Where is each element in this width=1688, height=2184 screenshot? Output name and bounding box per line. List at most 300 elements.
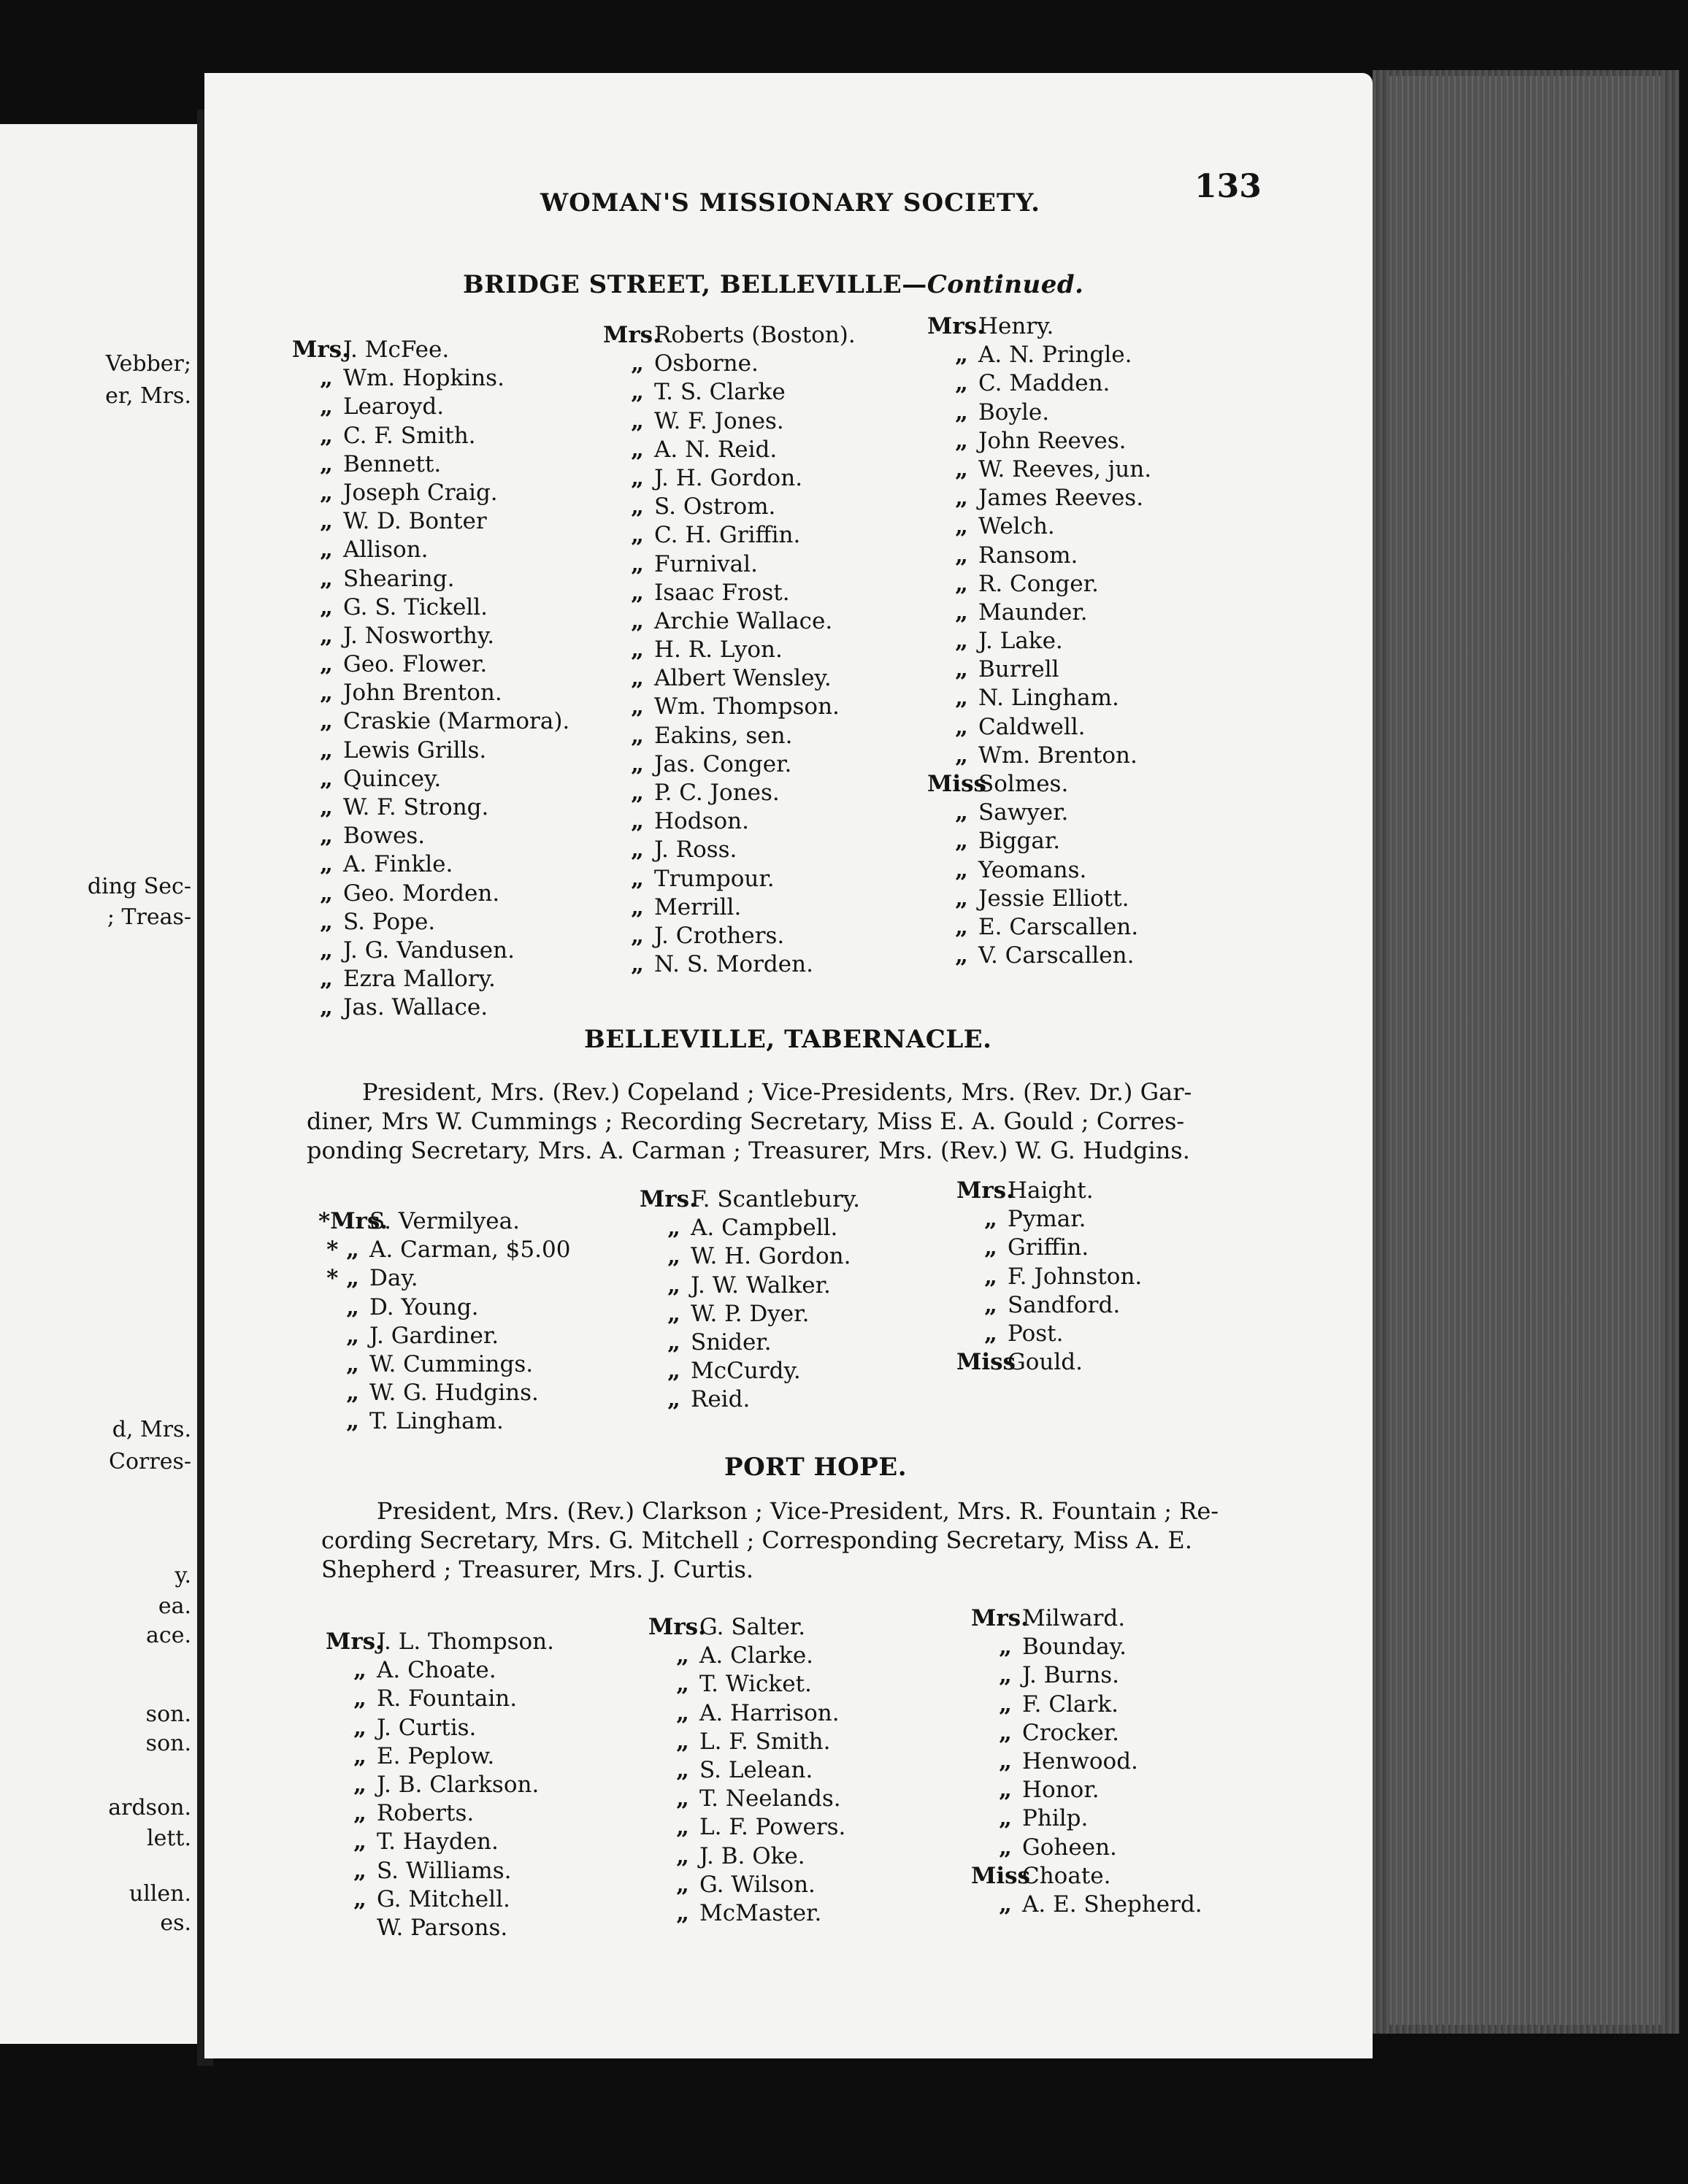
member-entry: [603, 321, 856, 350]
honorific-mark: * „: [326, 1265, 359, 1292]
member-entry: [927, 799, 1151, 827]
member-entry: [603, 807, 856, 836]
left-page-fragment: d, Mrs.: [112, 1417, 191, 1442]
member-name: Isaac Frost.: [654, 579, 790, 606]
member-name: Choate.: [1022, 1862, 1111, 1889]
member-entry: [292, 880, 569, 908]
honorific-mark: „: [631, 750, 644, 777]
left-page-fragment: ; Treas-: [107, 904, 191, 930]
member-name: Maunder.: [978, 599, 1088, 626]
member-name: McCurdy.: [691, 1358, 801, 1385]
honorific-mark: „: [320, 966, 333, 993]
member-name: J. W. Walker.: [691, 1272, 831, 1299]
member-entry: [971, 1604, 1202, 1633]
honorific-mark: „: [346, 1408, 359, 1435]
member-entry: [603, 350, 856, 378]
honorific-mark: „: [320, 908, 333, 935]
left-page-fragment: lett.: [147, 1826, 191, 1851]
left-page-fragment: son.: [145, 1731, 191, 1756]
member-entry: [956, 1263, 1142, 1291]
member-name: Ransom.: [978, 542, 1078, 569]
member-entry: [648, 1842, 845, 1871]
member-entry: [603, 893, 856, 922]
member-entry: [603, 922, 856, 950]
honorific-mark: „: [955, 399, 968, 426]
honorific-mark: „: [955, 513, 968, 540]
member-entry: [927, 827, 1151, 855]
member-entry: [292, 793, 569, 822]
honorific-mark: „: [955, 342, 968, 369]
member-entry: [318, 1322, 570, 1350]
member-entry: [648, 1699, 845, 1728]
left-page-fragment: y.: [174, 1563, 191, 1588]
honorific-mark: „: [320, 794, 333, 820]
member-entry: [971, 1804, 1202, 1833]
member-entry: [927, 627, 1151, 655]
member-name: G. Salter.: [699, 1614, 806, 1640]
member-entry: [292, 937, 569, 965]
member-entry: [326, 1828, 554, 1856]
member-entry: [603, 464, 856, 493]
member-name: S. Williams.: [377, 1857, 512, 1884]
honorific-mark: „: [999, 1747, 1012, 1774]
member-name: T. Hayden.: [377, 1829, 499, 1856]
member-name: Milward.: [1022, 1605, 1126, 1631]
member-name: Caldwell.: [978, 713, 1086, 740]
member-entry: [927, 913, 1151, 942]
member-entry: [927, 484, 1151, 512]
member-name: S. Pope.: [343, 908, 436, 935]
member-entry: [927, 399, 1151, 427]
member-name: W. D. Bonter: [343, 508, 487, 535]
member-entry: [927, 713, 1151, 742]
member-name: C. H. Griffin.: [654, 522, 801, 549]
honorific-mark: „: [955, 485, 968, 512]
honorific-mark: „: [955, 799, 968, 826]
member-entry: [292, 507, 569, 536]
member-entry: [318, 1207, 570, 1236]
member-entry: [292, 679, 569, 707]
honorific-mark: „: [667, 1386, 680, 1413]
member-name: W. F. Jones.: [654, 407, 784, 434]
honorific-mark: Miss: [971, 1862, 1030, 1889]
member-name: J. Nosworthy.: [343, 622, 495, 649]
member-name: McMaster.: [699, 1899, 822, 1926]
honorific-mark: „: [353, 1800, 367, 1827]
member-entry: [603, 436, 856, 464]
honorific-mark: „: [667, 1300, 680, 1327]
member-entry: [927, 742, 1151, 770]
member-name: A. N. Reid.: [654, 436, 778, 463]
honorific-mark: „: [984, 1291, 997, 1318]
honorific-mark: „: [676, 1785, 689, 1812]
member-name: Craskie (Marmora).: [343, 708, 570, 735]
honorific-mark: „: [320, 565, 333, 592]
honorific-mark: „: [631, 693, 644, 720]
member-name: J. H. Gordon.: [654, 464, 803, 491]
member-entry: [603, 407, 856, 436]
member-name: Merrill.: [654, 893, 742, 920]
port-hope-column-3: [971, 1604, 1202, 1919]
member-entry: [603, 636, 856, 664]
member-entry: [326, 1714, 554, 1742]
tabernacle-column-2: [640, 1185, 860, 1415]
honorific-mark: „: [676, 1642, 689, 1669]
member-entry: [640, 1272, 860, 1300]
member-name: James Reeves.: [978, 485, 1144, 512]
member-entry: [956, 1291, 1142, 1320]
member-name: Bounday.: [1022, 1634, 1127, 1661]
honorific-mark: „: [320, 508, 333, 535]
honorific-mark: „: [631, 665, 644, 692]
honorific-mark: *Mrs.: [318, 1208, 388, 1234]
honorific-mark: „: [631, 493, 644, 520]
member-name: V. Carscallen.: [978, 942, 1135, 969]
member-entry: [326, 1885, 554, 1914]
member-name: Solmes.: [978, 771, 1069, 797]
member-name: Eakins, sen.: [654, 722, 793, 749]
section-title-bridge-street: [463, 270, 1084, 299]
member-name: Albert Wensley.: [654, 665, 832, 692]
member-name: Geo. Morden.: [343, 880, 500, 907]
member-name: E. Peplow.: [377, 1742, 495, 1769]
honorific-mark: „: [955, 913, 968, 940]
honorific-mark: „: [984, 1206, 997, 1233]
honorific-mark: „: [353, 1714, 367, 1741]
member-name: C. F. Smith.: [343, 422, 476, 449]
member-name: Boyle.: [978, 399, 1050, 426]
honorific-mark: „: [955, 885, 968, 912]
honorific-mark: „: [320, 393, 333, 420]
member-name: W. P. Dyer.: [691, 1300, 810, 1327]
member-entry: [326, 1857, 554, 1885]
member-entry: [640, 1329, 860, 1357]
member-name: Bowes.: [343, 823, 426, 850]
member-entry: [292, 593, 569, 622]
member-name: Welch.: [978, 513, 1055, 540]
member-entry: [292, 765, 569, 793]
member-entry: [292, 565, 569, 593]
tabernacle-column-1: [318, 1207, 570, 1437]
honorific-mark: „: [320, 593, 333, 620]
member-name: Lewis Grills.: [343, 737, 487, 764]
member-entry: [603, 836, 856, 864]
port-hope-column-1: [326, 1628, 554, 1942]
member-entry: [927, 856, 1151, 885]
left-page-fragment: ace.: [146, 1623, 191, 1648]
member-name: G. S. Tickell.: [343, 593, 488, 620]
member-entry: [648, 1871, 845, 1899]
member-name: W. G. Hudgins.: [369, 1380, 539, 1407]
honorific-mark: * „: [326, 1237, 359, 1264]
member-entry: [648, 1899, 845, 1928]
member-entry: [292, 908, 569, 937]
member-name: T. S. Clarke: [654, 379, 786, 406]
honorific-mark: „: [667, 1215, 680, 1242]
member-name: John Brenton.: [343, 680, 502, 707]
member-name: Hodson.: [654, 808, 749, 835]
honorific-mark: Mrs.: [971, 1605, 1029, 1631]
member-name: Jas. Conger.: [654, 750, 792, 777]
member-name: Roberts.: [377, 1800, 475, 1827]
member-name: A. E. Shepherd.: [1022, 1891, 1202, 1918]
honorific-mark: „: [320, 765, 333, 792]
member-name: Honor.: [1022, 1777, 1100, 1804]
member-entry: [927, 570, 1151, 599]
member-name: J. L. Thompson.: [377, 1629, 554, 1655]
member-entry: [927, 542, 1151, 570]
member-name: Allison.: [343, 537, 429, 564]
honorific-mark: „: [676, 1756, 689, 1783]
member-entry: [318, 1350, 570, 1379]
continued-label: Continued.: [927, 270, 1084, 299]
honorific-mark: Mrs.: [956, 1177, 1014, 1204]
member-entry: [292, 822, 569, 850]
member-name: H. R. Lyon.: [654, 637, 783, 664]
member-name: T. Neelands.: [699, 1785, 841, 1812]
member-entry: [292, 707, 569, 736]
member-entry: [326, 1799, 554, 1828]
member-name: F. Johnston.: [1008, 1263, 1143, 1290]
honorific-mark: „: [999, 1891, 1012, 1918]
member-name: Snider.: [691, 1329, 772, 1356]
honorific-mark: „: [353, 1742, 367, 1769]
member-name: J. McFee.: [343, 337, 450, 363]
member-name: Yeomans.: [978, 856, 1087, 883]
member-entry: [326, 1742, 554, 1771]
member-name: A. Carman, $5.00: [369, 1237, 571, 1264]
left-page-fragment: Vebber;: [105, 351, 191, 377]
member-name: Furnival.: [654, 550, 758, 577]
member-entry: [640, 1214, 860, 1242]
member-entry: [956, 1205, 1142, 1234]
member-name: W. Reeves, jun.: [978, 455, 1152, 482]
member-name: F. Clark.: [1022, 1691, 1119, 1718]
honorific-mark: „: [631, 550, 644, 577]
honorific-mark: „: [320, 365, 333, 392]
member-name: Sawyer.: [978, 799, 1069, 826]
honorific-mark: „: [631, 808, 644, 835]
honorific-mark: „: [320, 450, 333, 477]
member-entry: [603, 750, 856, 779]
honorific-mark: „: [320, 994, 333, 1021]
bridge-street-column-2: [603, 321, 856, 979]
member-entry: [326, 1685, 554, 1713]
section-title-port-hope: PORT HOPE.: [724, 1453, 908, 1482]
member-name: Archie Wallace.: [654, 607, 833, 634]
honorific-mark: „: [353, 1685, 367, 1712]
member-entry: [326, 1656, 554, 1685]
member-name: J. Ross.: [654, 837, 737, 864]
member-name: Pymar.: [1008, 1206, 1086, 1233]
member-name: S. Lelean.: [699, 1756, 813, 1783]
member-entry: [648, 1670, 845, 1699]
honorific-mark: „: [631, 350, 644, 377]
honorific-mark: „: [667, 1243, 680, 1270]
honorific-mark: Mrs.: [603, 322, 661, 348]
honorific-mark: „: [676, 1842, 689, 1869]
member-name: J. Burns.: [1022, 1662, 1120, 1689]
left-page-fragment: ea.: [158, 1593, 191, 1619]
member-name: S. Vermilyea.: [369, 1208, 520, 1234]
member-name: R. Conger.: [978, 570, 1099, 597]
member-name: A. N. Pringle.: [978, 342, 1132, 369]
honorific-mark: „: [667, 1272, 680, 1299]
member-entry: [927, 512, 1151, 541]
port-hope-column-2: [648, 1613, 845, 1928]
honorific-mark: „: [631, 837, 644, 864]
member-entry: [927, 770, 1151, 799]
member-entry: [971, 1691, 1202, 1719]
honorific-mark: „: [667, 1358, 680, 1385]
member-name: C. Madden.: [978, 370, 1110, 397]
left-page-fragment: son.: [145, 1702, 191, 1727]
honorific-mark: „: [346, 1322, 359, 1349]
member-entry: [971, 1747, 1202, 1776]
member-entry: [326, 1628, 554, 1656]
honorific-mark: „: [631, 464, 644, 491]
honorific-mark: „: [676, 1871, 689, 1898]
honorific-mark: „: [320, 737, 333, 764]
member-entry: [648, 1813, 845, 1842]
honorific-mark: „: [631, 637, 644, 664]
member-entry: [603, 521, 856, 550]
member-name: Henwood.: [1022, 1747, 1138, 1774]
honorific-mark: „: [346, 1293, 359, 1320]
officers-line: President, Mrs. (Rev.) Copeland ; Vice-Presidents, Mrs. (Rev. Dr.) Gar-: [362, 1078, 1192, 1106]
honorific-mark: „: [955, 628, 968, 655]
section-title-text: BRIDGE STREET, BELLEVILLE—: [463, 270, 927, 299]
member-name: Wm. Brenton.: [978, 742, 1138, 769]
member-entry: [292, 622, 569, 650]
member-entry: [292, 336, 569, 364]
honorific-mark: Mrs.: [927, 313, 985, 339]
member-entry: [318, 1379, 570, 1407]
left-page-fragment: ardson.: [108, 1795, 191, 1820]
honorific-mark: „: [676, 1814, 689, 1841]
member-name: Jessie Elliott.: [978, 885, 1129, 912]
member-name: Crocker.: [1022, 1719, 1119, 1746]
member-name: Bennett.: [343, 450, 442, 477]
member-name: L. F. Powers.: [699, 1814, 846, 1841]
member-name: Philp.: [1022, 1805, 1089, 1832]
member-entry: [927, 341, 1151, 369]
honorific-mark: „: [999, 1834, 1012, 1861]
member-entry: [603, 607, 856, 636]
page-edges-inner: [1387, 76, 1665, 2025]
honorific-mark: „: [999, 1662, 1012, 1689]
member-entry: [648, 1728, 845, 1756]
running-head: WOMAN'S MISSIONARY SOCIETY.: [540, 188, 1040, 218]
bridge-street-column-3: [927, 312, 1151, 970]
honorific-mark: „: [631, 780, 644, 806]
left-page-fragment: es.: [160, 1910, 191, 1936]
member-entry: [292, 737, 569, 765]
member-name: J. Crothers.: [654, 922, 785, 949]
honorific-mark: „: [320, 708, 333, 735]
member-entry: [927, 312, 1151, 341]
member-entry: [292, 965, 569, 993]
member-entry: [603, 378, 856, 407]
honorific-mark: „: [999, 1719, 1012, 1746]
member-name: S. Ostrom.: [654, 493, 776, 520]
member-entry: [292, 536, 569, 564]
officers-line: cording Secretary, Mrs. G. Mitchell ; Corresponding Secretary, Miss A. E.: [321, 1526, 1192, 1554]
honorific-mark: „: [955, 599, 968, 626]
honorific-mark: „: [320, 622, 333, 649]
member-entry: [927, 427, 1151, 455]
member-entry: [927, 455, 1151, 484]
member-entry: [640, 1357, 860, 1385]
member-name: J. B. Oke.: [699, 1842, 805, 1869]
honorific-mark: „: [353, 1829, 367, 1856]
honorific-mark: „: [955, 742, 968, 769]
member-name: Sandford.: [1008, 1291, 1121, 1318]
member-name: R. Fountain.: [377, 1685, 518, 1712]
honorific-mark: „: [984, 1234, 997, 1261]
member-entry: [292, 650, 569, 679]
member-entry: [648, 1642, 845, 1670]
member-name: Shearing.: [343, 565, 455, 592]
honorific-mark: „: [320, 479, 333, 506]
honorific-mark: Mrs.: [640, 1186, 697, 1212]
member-entry: [292, 393, 569, 421]
honorific-mark: „: [320, 422, 333, 449]
member-name: J. G. Vandusen.: [343, 937, 515, 964]
left-page-fragment: ullen.: [128, 1881, 191, 1907]
member-name: Osborne.: [654, 350, 759, 377]
honorific-mark: „: [676, 1671, 689, 1698]
honorific-mark: „: [955, 713, 968, 740]
member-name: Post.: [1008, 1320, 1064, 1347]
bridge-street-column-1: [292, 336, 569, 1023]
member-name: Roberts (Boston).: [654, 322, 856, 348]
member-entry: [603, 779, 856, 807]
member-entry: [326, 1914, 554, 1942]
honorific-mark: „: [320, 937, 333, 964]
member-entry: [640, 1185, 860, 1214]
member-entry: [927, 942, 1151, 970]
honorific-mark: „: [631, 893, 644, 920]
honorific-mark: „: [320, 823, 333, 850]
honorific-mark: „: [676, 1899, 689, 1926]
honorific-mark: „: [320, 537, 333, 564]
honorific-mark: „: [631, 722, 644, 749]
honorific-mark: „: [346, 1350, 359, 1377]
honorific-mark: Mrs.: [648, 1614, 706, 1640]
member-name: E. Carscallen.: [978, 913, 1139, 940]
member-name: A. Harrison.: [699, 1699, 840, 1726]
member-entry: [971, 1776, 1202, 1804]
honorific-mark: „: [955, 570, 968, 597]
officers-line: President, Mrs. (Rev.) Clarkson ; Vice-President, Mrs. R. Fountain ; Re-: [377, 1497, 1219, 1525]
honorific-mark: „: [676, 1699, 689, 1726]
member-entry: [971, 1719, 1202, 1747]
page-number: 133: [1194, 168, 1262, 205]
member-entry: [292, 450, 569, 479]
honorific-mark: „: [955, 370, 968, 397]
member-name: P. C. Jones.: [654, 780, 780, 806]
member-entry: [927, 885, 1151, 913]
member-name: L. F. Smith.: [699, 1728, 831, 1755]
member-name: Henry.: [978, 313, 1054, 339]
member-name: Wm. Thompson.: [654, 693, 840, 720]
member-name: Jas. Wallace.: [343, 994, 488, 1021]
member-entry: [971, 1633, 1202, 1661]
tabernacle-officers: [307, 1077, 1300, 1165]
honorific-mark: „: [955, 685, 968, 712]
member-entry: [603, 722, 856, 750]
